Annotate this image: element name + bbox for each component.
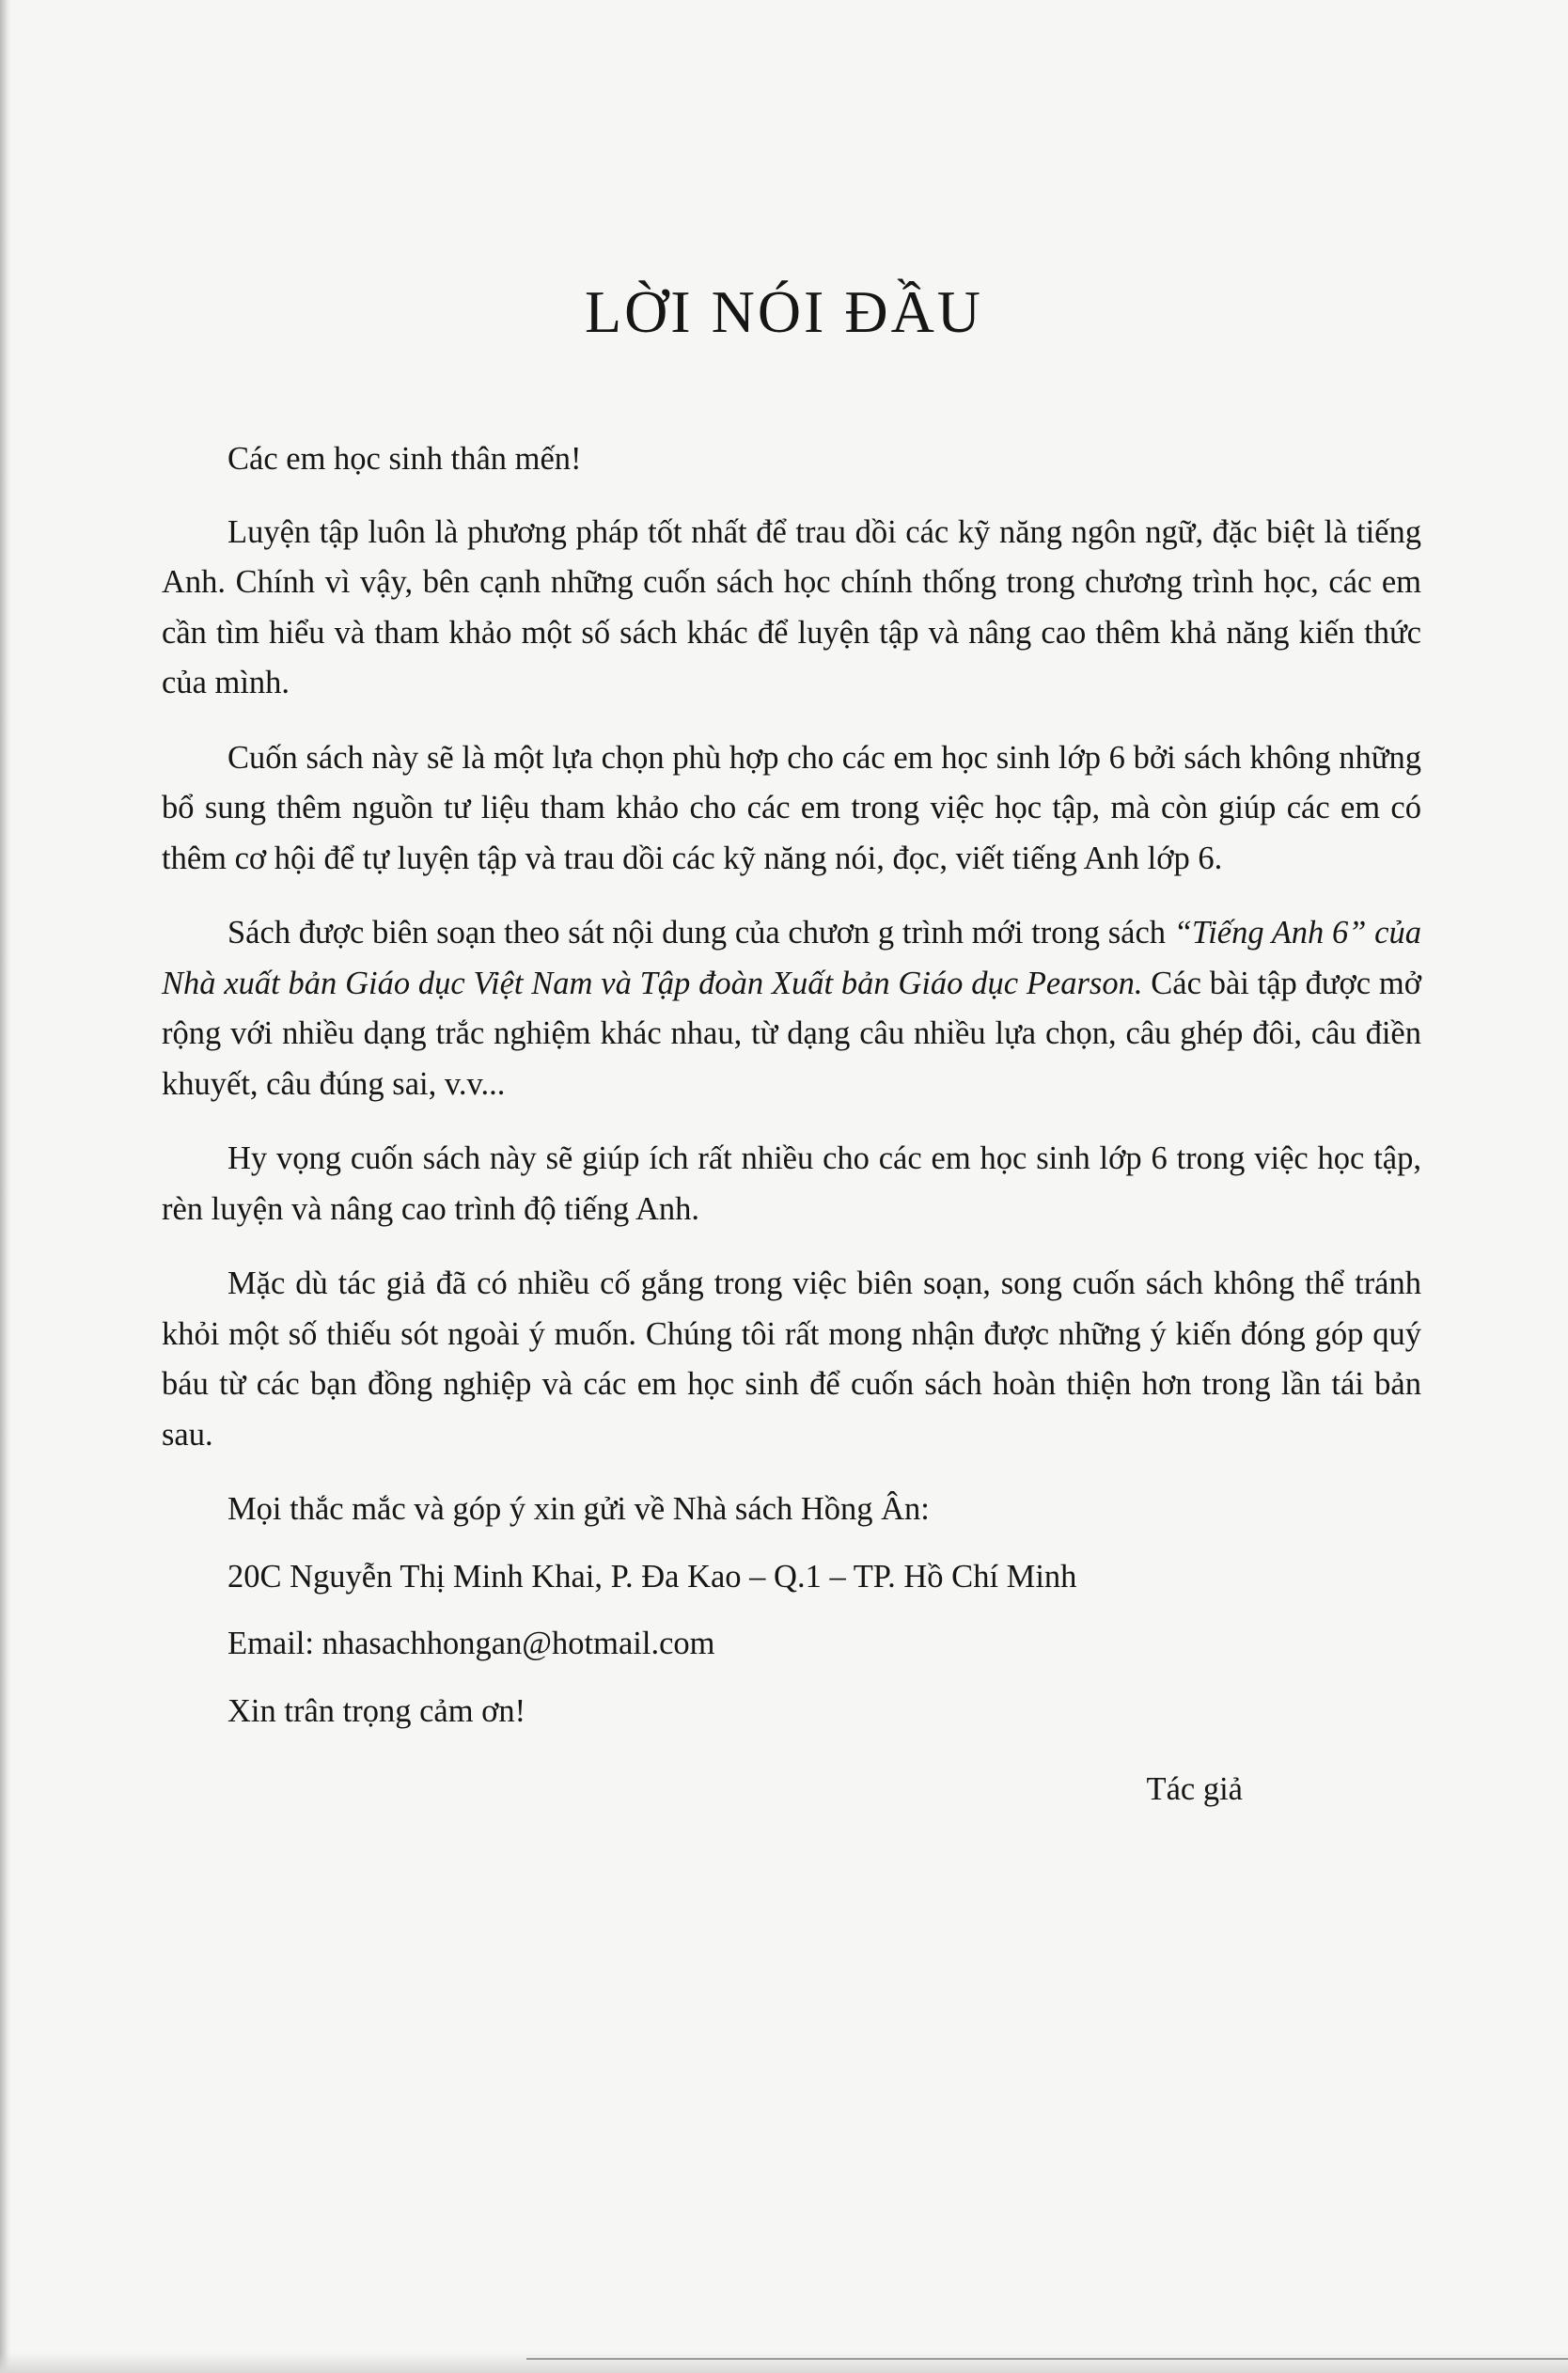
paragraph-5: Mặc dù tác giả đã có nhiều cố gắng trong việc biên soạn, song cuốn sách không thể tránh khỏi một số thiếu sót ngoài ý muốn. Chúng tôi rất mong nhận được những ý kiến đóng góp quý báu từ các bạn đồng nghiệp và các em học sinh để cuốn sách hoàn thiện hơn trong lần tái bản sau. bbox=[162, 1265, 1421, 1453]
contact-intro: Mọi thắc mắc và góp ý xin gửi về Nhà sách Hồng Ân: bbox=[227, 1491, 930, 1527]
paragraph-2: Cuốn sách này sẽ là một lựa chọn phù hợp cho các em học sinh lớp 6 bởi sách không những bổ sung thêm nguồn tư liệu tham khảo cho các em trong việc học tập, mà còn giúp các em có thêm cơ hội để tự luyện tập và trau dồi các kỹ năng nói, đọc, viết tiếng Anh lớp 6. bbox=[162, 739, 1421, 876]
closing-line: Xin trân trọng cảm ơn! bbox=[227, 1692, 526, 1729]
paragraph-3-start: Sách được biên soạn theo sát nội dung của chươn g trình mới trong sách bbox=[227, 915, 1174, 951]
paragraph-3 bbox=[162, 908, 1421, 1109]
paragraph-3-end: Các bài tập được mở rộng với nhiều dạng trắc nghiệm khác nhau, từ dạng câu nhiều lựa chọn, câu ghép đôi, câu điền khuyết, câu đúng sai, v.v... bbox=[162, 965, 1421, 1102]
paragraph-1: Luyện tập luôn là phương pháp tốt nhất để trau dồi các kỹ năng ngôn ngữ, đặc biệt là tiếng Anh. Chính vì vậy, bên cạnh những cuốn sách học chính thống trong chương trình học, các em cần tìm hiểu và tham khảo một số sách khác để luyện tập và nâng cao thêm khả năng kiến thức của mình. bbox=[162, 513, 1421, 700]
paragraph-3-book-title: “Tiếng Anh 6” của Nhà xuất bản Giáo dục Việt Nam và Tập đoàn Xuất bản Giáo dục Pearson. bbox=[162, 915, 1421, 1001]
paragraph-4: Hy vọng cuốn sách này sẽ giúp ích rất nhiều cho các em học sinh lớp 6 trong việc học tập, rèn luyện và nâng cao trình độ tiếng Anh. bbox=[162, 1140, 1421, 1227]
contact-email: Email: nhasachhongan@hotmail.com bbox=[227, 1626, 715, 1661]
preface-body bbox=[162, 434, 1421, 1815]
contact-address: 20C Nguyễn Thị Minh Khai, P. Đa Kao – Q.1 – TP. Hồ Chí Minh bbox=[227, 1558, 1077, 1595]
author-signature: Tác giả bbox=[1146, 1771, 1243, 1807]
page-title: LỜI NÓI ĐẦU bbox=[584, 278, 984, 345]
greeting: Các em học sinh thân mến! bbox=[227, 441, 582, 477]
